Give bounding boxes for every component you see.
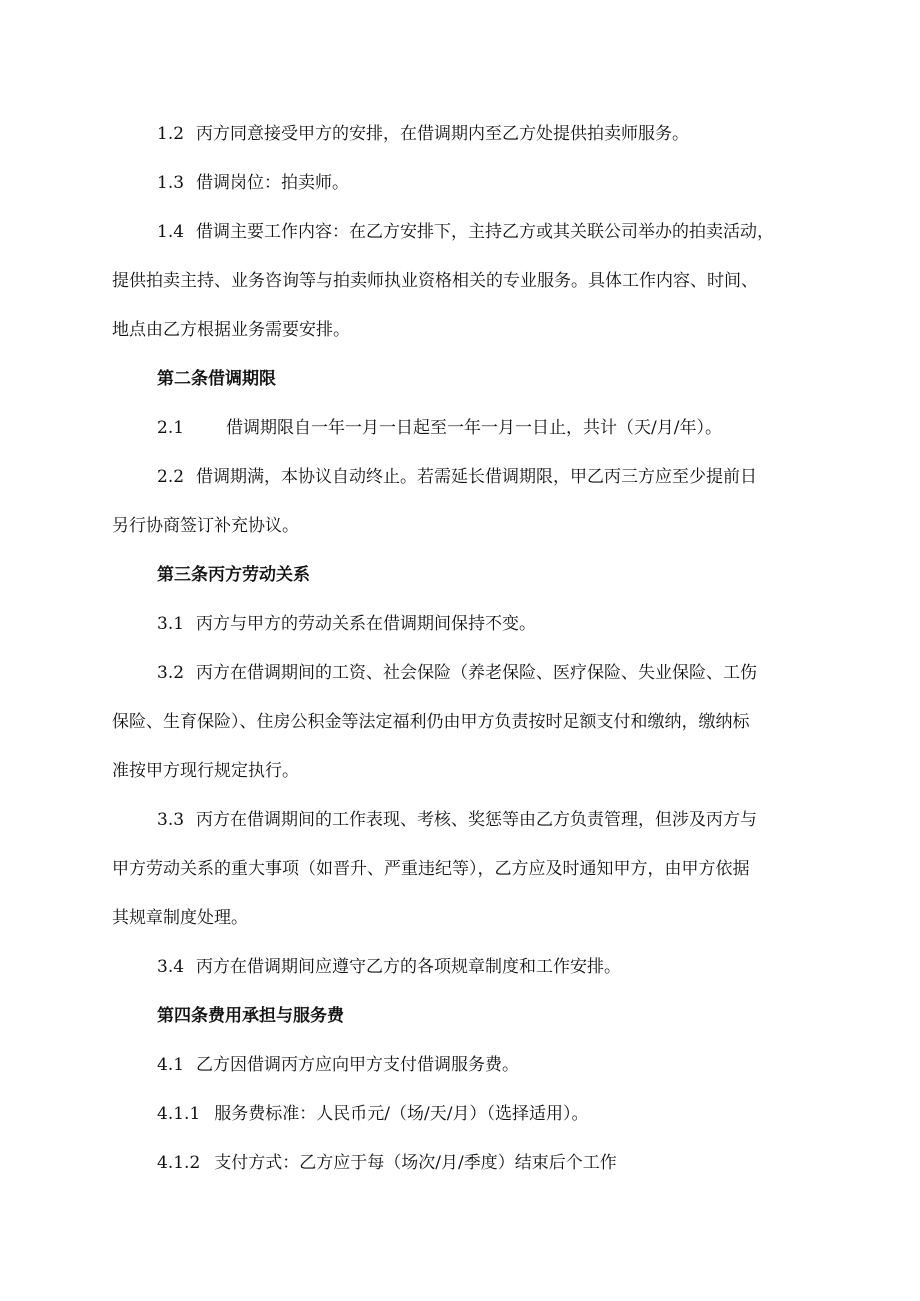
clause-number: 1.4 — [157, 222, 185, 242]
clause-number: 3.1 — [157, 614, 185, 634]
clause-3-3-line-2: 甲方劳动关系的重大事项（如晋升、严重违纪等），乙方应及时通知甲方，由甲方依据 — [112, 859, 750, 879]
clause-number: 3.4 — [157, 957, 185, 977]
clause-2-1 — [157, 416, 722, 440]
clause-text: 丙方在借调期间的工作表现、考核、奖惩等由乙方负责管理，但涉及丙方与 — [196, 810, 758, 830]
clause-1-4 — [157, 220, 774, 244]
clause-1-4-line-3: 地点由乙方根据业务需要安排。 — [112, 320, 350, 340]
clause-text: 丙方与甲方的劳动关系在借调期间保持不变。 — [196, 614, 537, 634]
clause-number: 4.1 — [157, 1055, 185, 1075]
clause-number: 3.3 — [157, 810, 185, 830]
clause-number: 4.1.1 — [157, 1104, 201, 1124]
section-heading-3: 第三条丙方劳动关系 — [157, 565, 310, 585]
clause-text: 支付方式：乙方应于每（场次/月/季度）结束后个工作 — [214, 1153, 617, 1173]
clause-text: 丙方在借调期间的工资、社会保险（养老保险、医疗保险、失业保险、工伤 — [196, 663, 758, 683]
clause-3-1 — [157, 612, 536, 636]
clause-3-3-line-3: 其规章制度处理。 — [112, 908, 248, 928]
clause-4-1-1 — [157, 1102, 588, 1126]
clause-number: 4.1.2 — [157, 1153, 201, 1173]
clause-number: 2.1 — [157, 418, 185, 438]
clause-3-2-line-3: 准按甲方现行规定执行。 — [112, 761, 299, 781]
clause-3-2-line-2: 保险、生育保险）、住房公积金等法定福利仍由甲方负责按时足额支付和缴纳，缴纳标 — [112, 712, 750, 732]
clause-number: 1.3 — [157, 173, 185, 193]
clause-1-4-line-2: 提供拍卖主持、业务咨询等与拍卖师执业资格相关的专业服务。具体工作内容、时间、 — [112, 271, 758, 291]
clause-number: 3.2 — [157, 663, 185, 683]
clause-number: 2.2 — [157, 467, 185, 487]
clause-number: 1.2 — [157, 124, 185, 144]
clause-text: 借调岗位：拍卖师。 — [196, 173, 350, 193]
clause-4-1 — [157, 1053, 519, 1077]
section-heading-4: 第四条费用承担与服务费 — [157, 1006, 344, 1026]
clause-text: 乙方因借调丙方应向甲方支付借调服务费。 — [196, 1055, 520, 1075]
clause-1-3 — [157, 171, 349, 195]
clause-text: 服务费标准：人民币元/（场/天/月）（选择适用）。 — [214, 1104, 589, 1124]
clause-3-4 — [157, 955, 621, 979]
clause-2-2-line-2: 另行协商签订补充协议。 — [112, 516, 299, 536]
clause-text: 借调期限自一年一月一日起至一年一月一日止，共计（天/月/年）。 — [226, 418, 723, 438]
clause-text: 丙方在借调期间应遵守乙方的各项规章制度和工作安排。 — [196, 957, 622, 977]
clause-text: 丙方同意接受甲方的安排，在借调期内至乙方处提供拍卖师服务。 — [196, 124, 690, 144]
clause-text: 借调主要工作内容：在乙方安排下，主持乙方或其关联公司举办的拍卖活动， — [196, 222, 775, 242]
section-heading-2: 第二条借调期限 — [157, 369, 276, 389]
clause-2-2 — [157, 465, 757, 489]
clause-4-1-2 — [157, 1151, 617, 1175]
clause-text: 借调期满，本协议自动终止。若需延长借调期限，甲乙丙三方应至少提前日 — [196, 467, 758, 487]
clause-3-3 — [157, 808, 757, 832]
clause-1-2 — [157, 122, 689, 146]
clause-3-2 — [157, 661, 757, 685]
